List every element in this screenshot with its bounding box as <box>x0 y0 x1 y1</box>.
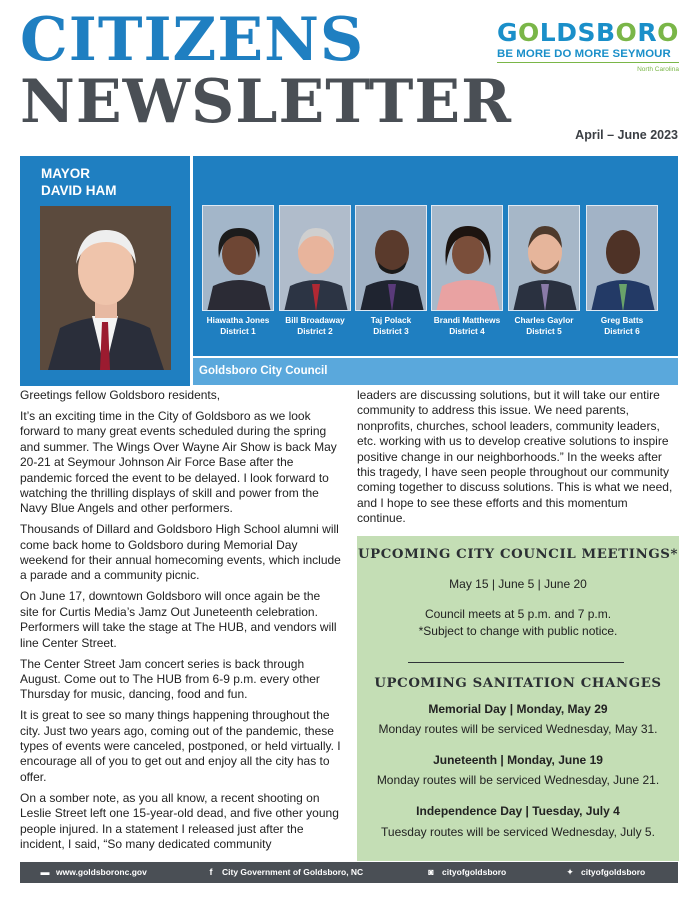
goldsboro-logo <box>497 20 679 73</box>
council-member-district: District 2 <box>297 326 333 336</box>
sanitation-change: Monday routes will be serviced Wednesday, June 21. <box>376 773 660 787</box>
council-photo <box>508 205 580 311</box>
council-member-name: Bill Broadaway <box>285 315 345 325</box>
mayor-title: MAYOR DAVID HAM <box>41 166 117 198</box>
footer-bar <box>20 862 678 883</box>
council-label: Goldsboro City Council <box>199 365 328 377</box>
issue-date: April – June 2023 <box>575 128 678 142</box>
council-member-name: Brandi Matthews <box>433 315 501 325</box>
newsletter-title <box>20 5 512 137</box>
computer-icon: ▬ <box>40 867 50 877</box>
twitter-icon: ✦ <box>566 867 574 877</box>
letter-paragraph: leaders are discussing solutions, but it will take our entire community to address this issue. We need parents, nonprofits, churches, school leaders, community leaders, etc. working with us to develop creative solutions to inspire positive change in our neighborhoods.” In the weeks after this tragedy, I have seen people throughout our community coming together to discuss solutions. This is what we need, and I hope to see these efforts and this momentum continue. <box>357 388 673 526</box>
title-line-2: NEWSLETTER <box>20 67 512 137</box>
council-member <box>279 205 351 337</box>
logo-rule <box>497 62 679 63</box>
letter-paragraph: The Center Street Jam concert series is back through August. Come out to The HUB from 6-9 p.m. every other Thursday for music, dancing, food and fun. <box>20 656 320 702</box>
letter-paragraph: On a somber note, as you all know, a recent shooting on Leslie Street left one 15-year-old dead, and five other young people injured. In a statement I released just after the incident, I said, “So many dedicated community <box>20 790 339 851</box>
council-member <box>586 205 658 337</box>
council-panel <box>193 156 678 356</box>
council-photo <box>431 205 503 311</box>
letter-paragraph: Greetings fellow Goldsboro residents, <box>20 388 221 402</box>
council-label-bar <box>193 358 678 385</box>
title-line-1: CITIZENS <box>20 5 365 75</box>
council-member-name: Charles Gaylor <box>514 315 574 325</box>
logo-tagline: BE MORE DO MORE SEYMOUR <box>497 48 671 60</box>
sanitation-holiday: Independence Day | Tuesday, July 4 <box>416 804 620 818</box>
letter-paragraph: Thousands of Dillard and Goldsboro High School alumni will come back home to Goldsboro during Memorial Day weekend for their annual homecoming events, which include a parade and a community picnic. <box>20 522 341 583</box>
logo-wordmark: GOLDSBORO <box>497 18 679 47</box>
council-member-district: District 4 <box>449 326 485 336</box>
council-member-name: Greg Batts <box>600 315 644 325</box>
letter-paragraph: It’s an exciting time in the City of Goldsboro as we look forward to many great events scheduled during the spring and summer. The Wings Over Wayne Air Show is back May 20-21 at Seymour Johnson Air Force Base after the pandemic forced the event to be delayed. I look forward to watching the thrilling displays of skill and power from the Navy Blue Angels and other performers. <box>20 408 337 516</box>
council-photo <box>279 205 351 311</box>
council-photo <box>355 205 427 311</box>
mayor-photo <box>40 206 171 370</box>
council-member-district: District 1 <box>220 326 256 336</box>
facebook-icon: f <box>209 867 213 877</box>
footer-facebook[interactable]: f City Government of Goldsboro, NC <box>206 867 363 877</box>
sanitation-change: Tuesday routes will be serviced Wednesday, July 5. <box>381 825 655 839</box>
sanitation-change: Monday routes will be serviced Wednesday, May 31. <box>378 722 658 736</box>
council-member <box>508 205 580 337</box>
footer-website[interactable]: ▬ www.goldsboronc.gov <box>40 867 147 877</box>
council-member-name: Hiawatha Jones <box>206 315 270 325</box>
upcoming-info-box <box>357 536 679 861</box>
council-member <box>202 205 274 337</box>
council-member-district: District 3 <box>373 326 409 336</box>
council-member-name: Taj Polack <box>370 315 412 325</box>
footer-instagram[interactable]: ◙ cityofgoldsboro <box>426 867 506 877</box>
council-member <box>431 205 503 337</box>
council-member <box>355 205 427 337</box>
council-member-district: District 5 <box>526 326 562 336</box>
council-member-district: District 6 <box>604 326 640 336</box>
mayor-panel <box>20 156 190 386</box>
letter-paragraph: It is great to see so many things happening throughout the city. Just two years ago, coming out of the pandemic, these types of events were canceled, postponed, or held virtually. I encourage all of you to get out and enjoy all the city has to offer. <box>20 708 341 784</box>
letter-column-left <box>20 388 342 858</box>
instagram-icon: ◙ <box>428 867 434 877</box>
letter-column-right <box>357 388 679 532</box>
logo-state: North Carolina <box>637 66 679 73</box>
council-photo <box>586 205 658 311</box>
meetings-heading: UPCOMING CITY COUNCIL MEETINGS* <box>357 547 679 562</box>
meeting-dates: May 15 | June 5 | June 20 <box>449 577 587 591</box>
meeting-times: Council meets at 5 p.m. and 7 p.m. <box>424 607 612 621</box>
section-divider <box>408 662 624 663</box>
sanitation-holiday: Memorial Day | Monday, May 29 <box>428 702 608 716</box>
meeting-disclaimer: *Subject to change with public notice. <box>418 624 618 638</box>
footer-twitter[interactable]: ✦ cityofgoldsboro <box>566 867 646 877</box>
council-photo <box>202 205 274 311</box>
sanitation-heading: UPCOMING SANITATION CHANGES <box>374 676 662 691</box>
letter-paragraph: On June 17, downtown Goldsboro will once again be the site for Curtis Media’s Jamz Out Juneteenth celebration. Performers will take the stage at The HUB, and vendors will line Center Street. <box>20 589 337 650</box>
sanitation-holiday: Juneteenth | Monday, June 19 <box>433 753 603 767</box>
